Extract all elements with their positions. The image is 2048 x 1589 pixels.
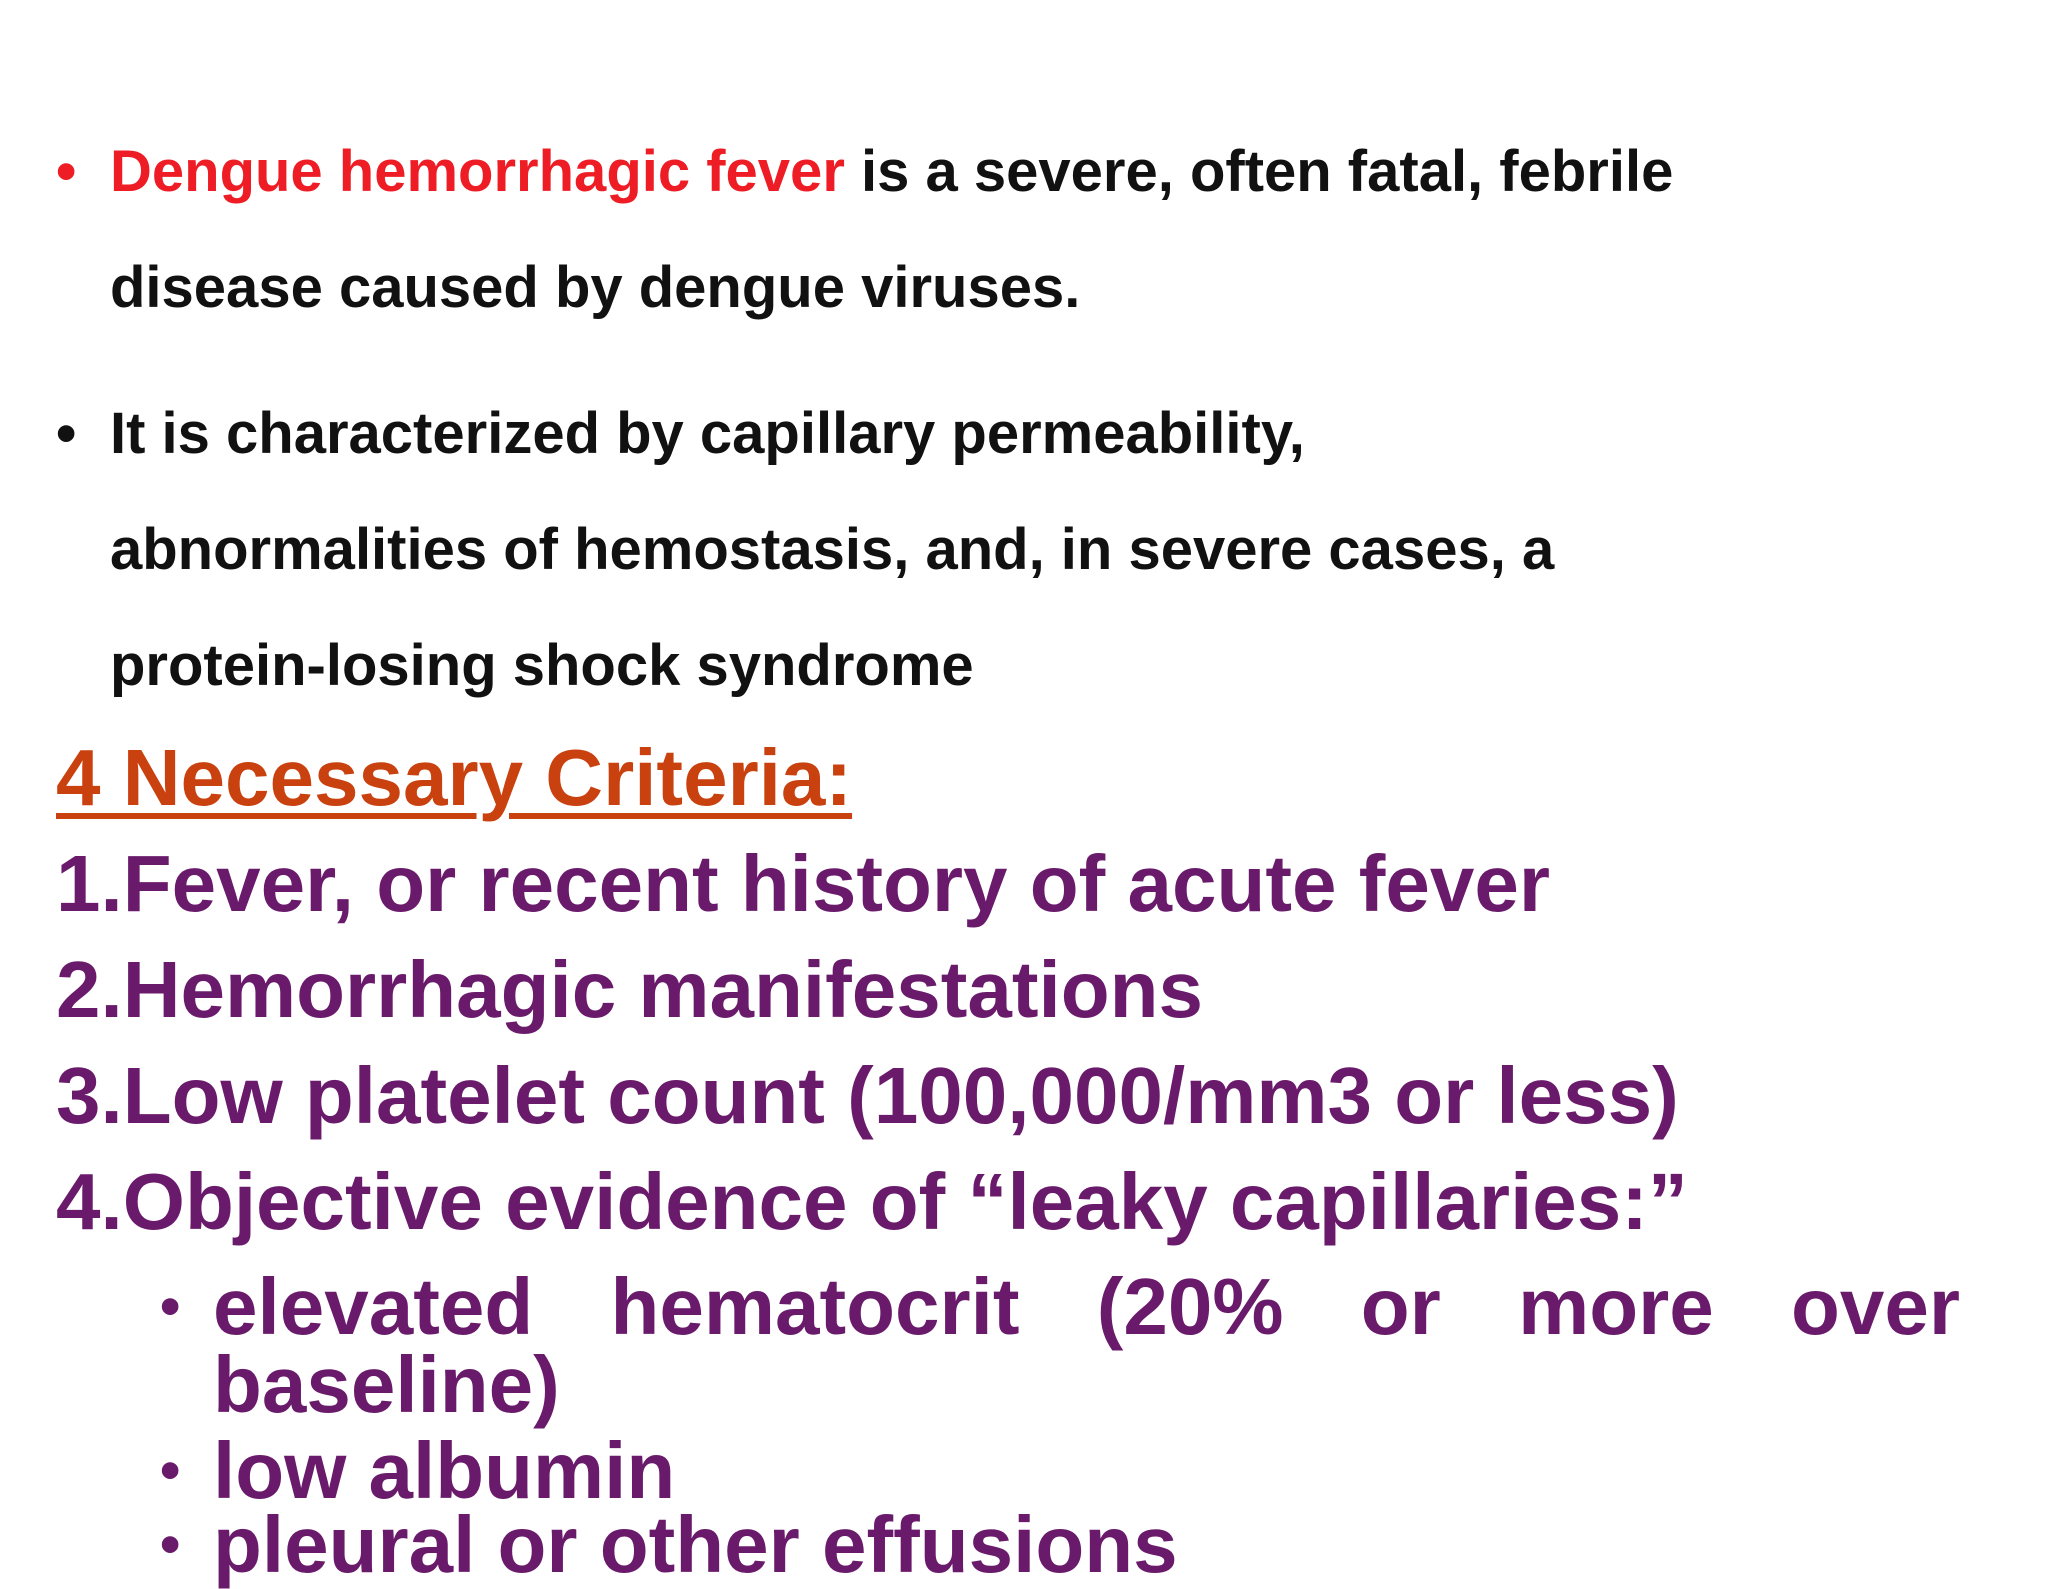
highlight-term: Dengue hemorrhagic fever: [110, 139, 845, 204]
bullet-line: disease caused by dengue viruses.: [110, 255, 1081, 320]
bullet-line: abnormalities of hemostasis, and, in severe cases, a: [110, 517, 1555, 582]
criteria-heading: 4 Necessary Criteria:: [56, 733, 853, 822]
sub-bullet-text: low albumin: [213, 1426, 676, 1515]
sub-bullet-albumin: [160, 1426, 1960, 1515]
bullet-line-rest: is a severe, often fatal, febrile: [844, 139, 1674, 204]
criteria-item: 1.Fever, or recent history of acute fever: [56, 839, 1550, 928]
criteria-item: 3.Low platelet count (100,000/mm3 or less): [56, 1051, 1679, 1140]
bullet-dot: •: [56, 401, 77, 466]
sub-bullet-text: pleural or other effusions: [213, 1500, 1178, 1589]
sub-bullet-dot: •: [160, 1438, 181, 1503]
sub-bullet-effusions-clipped: [160, 1500, 1960, 1589]
bullet-characteristics: [56, 376, 1976, 724]
criteria-item: 2.Hemorrhagic manifestations: [56, 945, 1203, 1034]
bullet-dengue-definition: [56, 114, 1976, 346]
bullet-dot: •: [56, 139, 77, 204]
sub-bullet-dot: •: [160, 1512, 181, 1577]
criteria-item: 4.Objective evidence of “leaky capillaries:”: [56, 1157, 1688, 1246]
bullet-line: [110, 114, 1976, 230]
bullet-line: protein-losing shock syndrome: [110, 633, 974, 698]
bullet-line: It is characterized by capillary permeability,: [110, 401, 1305, 466]
sub-bullet-hematocrit: [160, 1262, 1960, 1429]
sub-bullet-text: elevated hematocrit (20% or more over baseline): [213, 1262, 1960, 1429]
sub-bullet-dot: •: [160, 1274, 181, 1339]
